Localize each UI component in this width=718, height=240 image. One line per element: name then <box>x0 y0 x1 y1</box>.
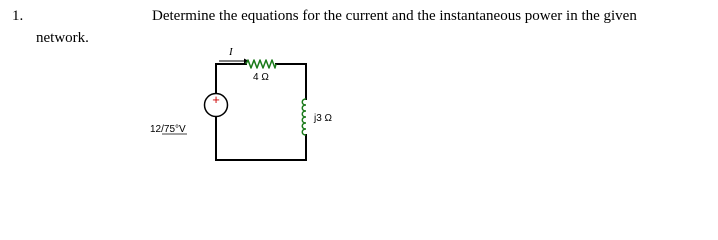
question-text-line-1: Determine the equations for the current and the instantaneous power in the given <box>152 8 637 24</box>
inductor-icon <box>302 99 306 135</box>
source-label: 12/75°V <box>150 124 186 135</box>
question-text-line-2: network. <box>36 30 89 46</box>
current-arrow-icon <box>219 59 249 64</box>
resistor-label: 4 Ω <box>253 72 269 83</box>
inductor-label: j3 Ω <box>314 113 333 124</box>
question-number: 1. <box>12 8 24 24</box>
source-plus-sign: + <box>212 92 220 107</box>
current-label: I <box>229 46 233 58</box>
resistor-icon <box>246 60 276 68</box>
